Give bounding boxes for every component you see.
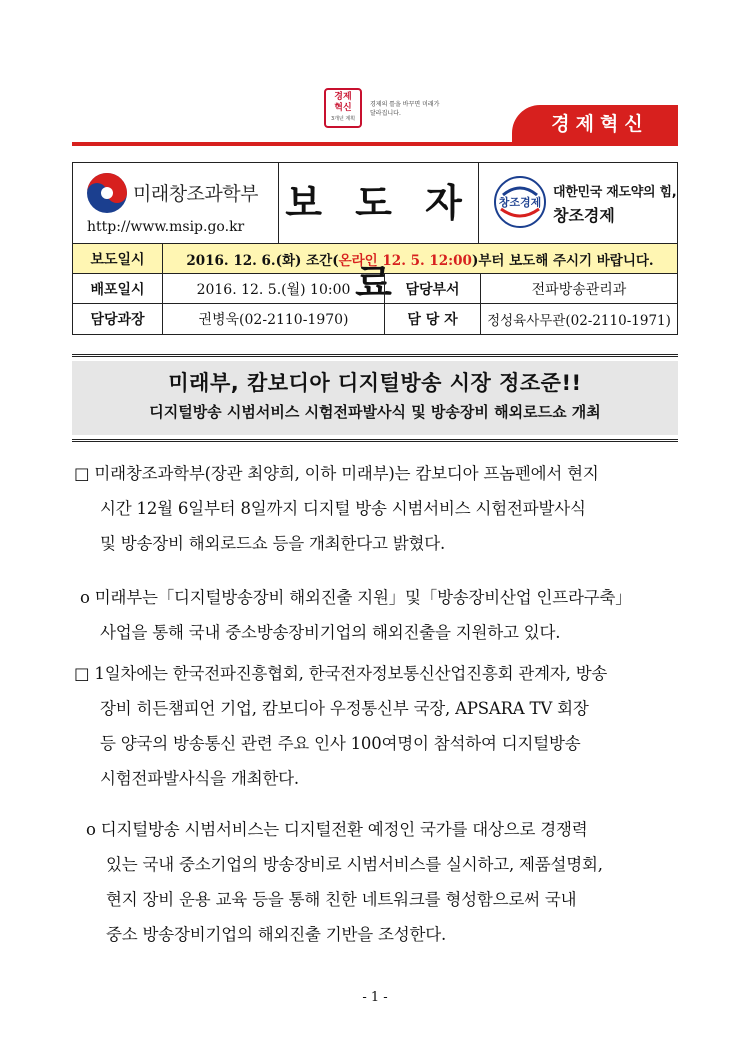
press-release-title: 보 도 자 료 <box>279 163 479 243</box>
contact-row <box>73 304 677 334</box>
dist-value: 2016. 12. 5.(월) 10:00 <box>163 274 385 303</box>
logo-mark-sub: 3개년 계획 <box>330 116 356 122</box>
paragraph-line: □ 1일차에는 한국전파진흥협회, 한국전자정보통신산업진흥회 관계자, 방송 <box>74 664 608 683</box>
release-value <box>163 244 677 273</box>
paragraph-line: 시험전파발사식을 개최한다. <box>100 769 299 788</box>
paragraph-line: 및 방송장비 해외로드쇼 등을 개최한다고 밝혔다. <box>100 534 446 553</box>
top-red-rule <box>72 142 678 146</box>
headline-subtitle: 디지털방송 시범서비스 시험전파발사식 및 방송장비 해외로드쇼 개최 <box>149 403 601 421</box>
chief-label: 담당과장 <box>73 304 163 334</box>
economic-innovation-logo <box>324 88 440 130</box>
paragraph-line: 등 양국의 방송통신 관련 주요 인사 100여명이 참석하여 디지털방송 <box>100 734 581 753</box>
ministry-name: 미래창조과학부 <box>133 183 258 205</box>
release-value-c: )부터 보도해 주시기 바랍니다. <box>471 252 654 269</box>
taegeuk-emblem-icon <box>85 171 129 215</box>
paragraph-1 <box>74 456 684 561</box>
person-label: 담 당 자 <box>385 304 481 334</box>
paragraph-4 <box>80 812 684 952</box>
paragraph-3 <box>74 656 684 796</box>
dept-label: 담당부서 <box>385 274 481 303</box>
paragraph-line: 현지 장비 운용 교육 등을 통해 친한 네트워크를 형성함으로써 국내 <box>106 890 577 909</box>
paragraph-line: o 디지털방송 시범서비스는 디지털전환 예정인 국가를 대상으로 경쟁력 <box>86 820 588 839</box>
paragraph-line: 있는 국내 중소기업의 방송장비로 시범서비스를 실시하고, 제품설명회, <box>106 855 603 874</box>
creative-line2: 창조경제 <box>553 206 615 225</box>
distribution-row <box>73 274 677 304</box>
paragraph-line: 시간 12월 6일부터 8일까지 디지털 방송 시범서비스 시험전파발사식 <box>100 499 586 518</box>
economic-innovation-banner: 경제혁신 <box>512 105 678 143</box>
creative-line1: 대한민국 재도약의 힘, <box>553 185 677 200</box>
paragraph-line: 사업을 통해 국내 중소방송장비기업의 해외진출을 지원하고 있다. <box>100 623 561 642</box>
ministry-block <box>73 163 279 243</box>
paragraph-line: 장비 히든챔피언 기업, 캄보디아 우정통신부 국장, APSARA TV 회장 <box>100 699 589 718</box>
paragraph-line: o 미래부는「디지털방송장비 해외진출 지원」및「방송장비산업 인프라구축」 <box>80 588 632 607</box>
release-value-a: 2016. 12. 6.(화) 조간( <box>186 252 339 269</box>
creative-economy-block <box>479 163 677 243</box>
paragraph-line: 중소 방송장비기업의 해외진출 기반을 조성한다. <box>106 925 447 944</box>
release-label: 보도일시 <box>73 244 163 273</box>
paragraph-2 <box>74 580 684 650</box>
page-number: - 1 - <box>362 990 388 1005</box>
dept-value: 전파방송관리과 <box>531 281 627 298</box>
logo-tagline: 경제의 틀을 바꾸면 미래가 달라집니다. <box>370 101 440 117</box>
headline-title: 미래부, 캄보디아 디지털방송 시장 정조준!! <box>168 371 582 395</box>
seal-text: 창조경제 <box>498 196 542 209</box>
release-date-row <box>73 244 677 274</box>
press-header-table <box>72 162 678 335</box>
paragraph-line: □ 미래창조과학부(장관 최양희, 이하 미래부)는 캄보디아 프놈펜에서 현지 <box>74 464 599 483</box>
creative-economy-seal-icon <box>493 175 547 229</box>
chief-value: 권병욱(02-2110-1970) <box>163 304 385 334</box>
ministry-url: http://www.msip.go.kr <box>87 219 245 235</box>
headline-box <box>72 354 678 442</box>
dist-label: 배포일시 <box>73 274 163 303</box>
person-value: 정성육사무관(02-2110-1971) <box>487 313 671 329</box>
release-value-online: 온라인 12. 5. 12:00 <box>338 252 472 269</box>
logo-mark-text: 경제 혁신 <box>334 92 352 113</box>
